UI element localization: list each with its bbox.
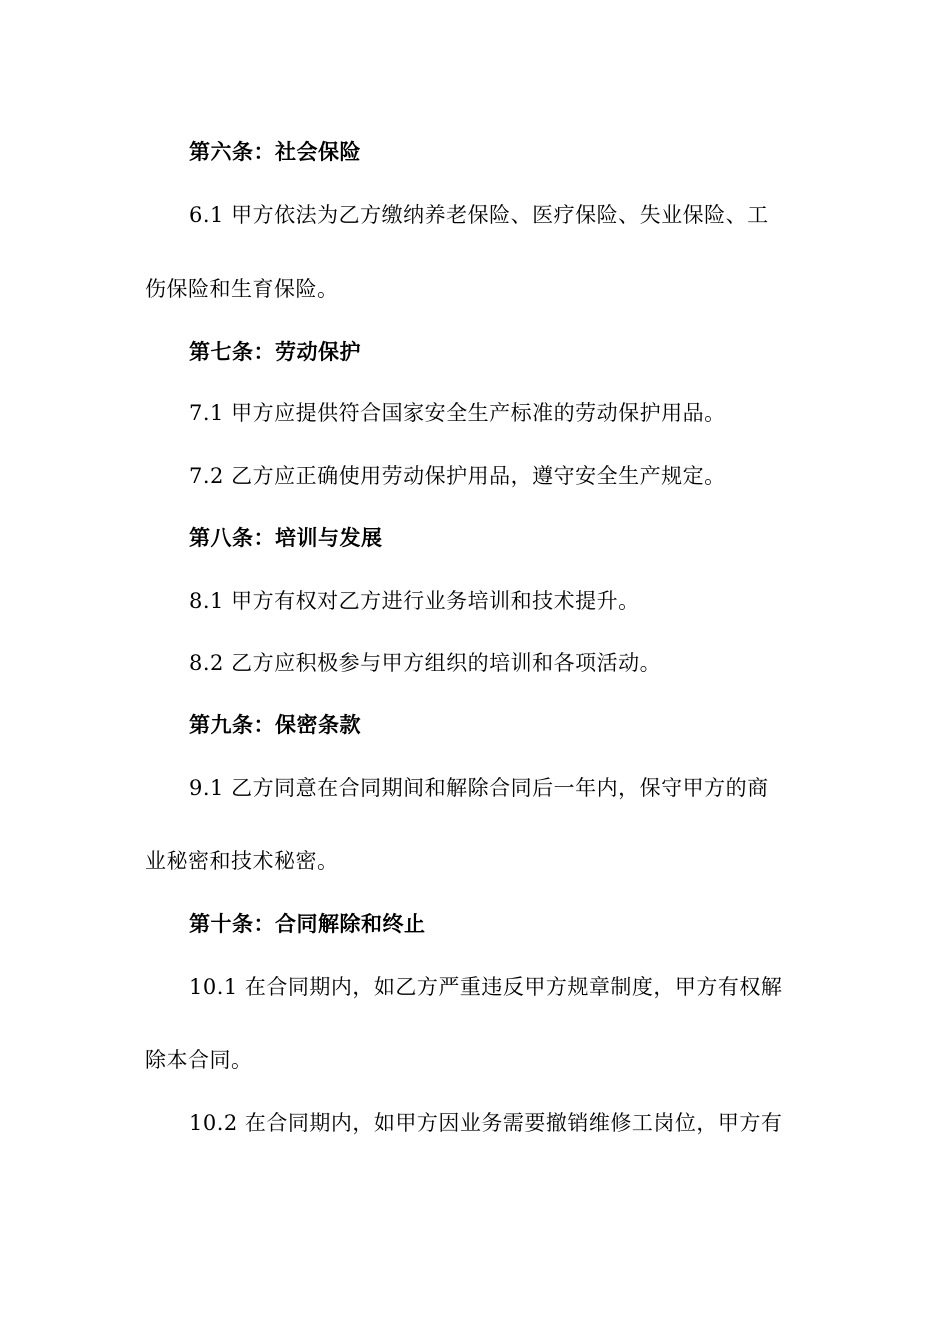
section-heading-6: 第六条：社会保险 bbox=[189, 140, 361, 164]
section-heading-8: 第八条：培训与发展 bbox=[189, 526, 383, 550]
clause-10-1-line-2: 除本合同。 bbox=[145, 1048, 253, 1072]
clause-9-1-line-1: 9.1 乙方同意在合同期间和解除合同后一年内，保守甲方的商 bbox=[189, 776, 769, 800]
clause-8-1: 8.1 甲方有权对乙方进行业务培训和技术提升。 bbox=[189, 589, 640, 613]
clause-6-1-line-1: 6.1 甲方依法为乙方缴纳养老保险、医疗保险、失业保险、工 bbox=[189, 203, 769, 227]
section-heading-9: 第九条：保密条款 bbox=[189, 713, 361, 737]
clause-7-1: 7.1 甲方应提供符合国家安全生产标准的劳动保护用品。 bbox=[189, 401, 726, 425]
clause-7-2: 7.2 乙方应正确使用劳动保护用品，遵守安全生产规定。 bbox=[189, 464, 726, 488]
section-heading-10: 第十条：合同解除和终止 bbox=[189, 912, 426, 936]
clause-10-1-line-1: 10.1 在合同期内，如乙方严重违反甲方规章制度，甲方有权解 bbox=[189, 975, 783, 999]
clause-6-1-line-2: 伤保险和生育保险。 bbox=[145, 277, 339, 301]
clause-8-2: 8.2 乙方应积极参与甲方组织的培训和各项活动。 bbox=[189, 651, 662, 675]
section-heading-7: 第七条：劳动保护 bbox=[189, 340, 361, 364]
clause-9-1-line-2: 业秘密和技术秘密。 bbox=[145, 849, 339, 873]
clause-10-2-line-1: 10.2 在合同期内，如甲方因业务需要撤销维修工岗位，甲方有 bbox=[189, 1111, 783, 1135]
